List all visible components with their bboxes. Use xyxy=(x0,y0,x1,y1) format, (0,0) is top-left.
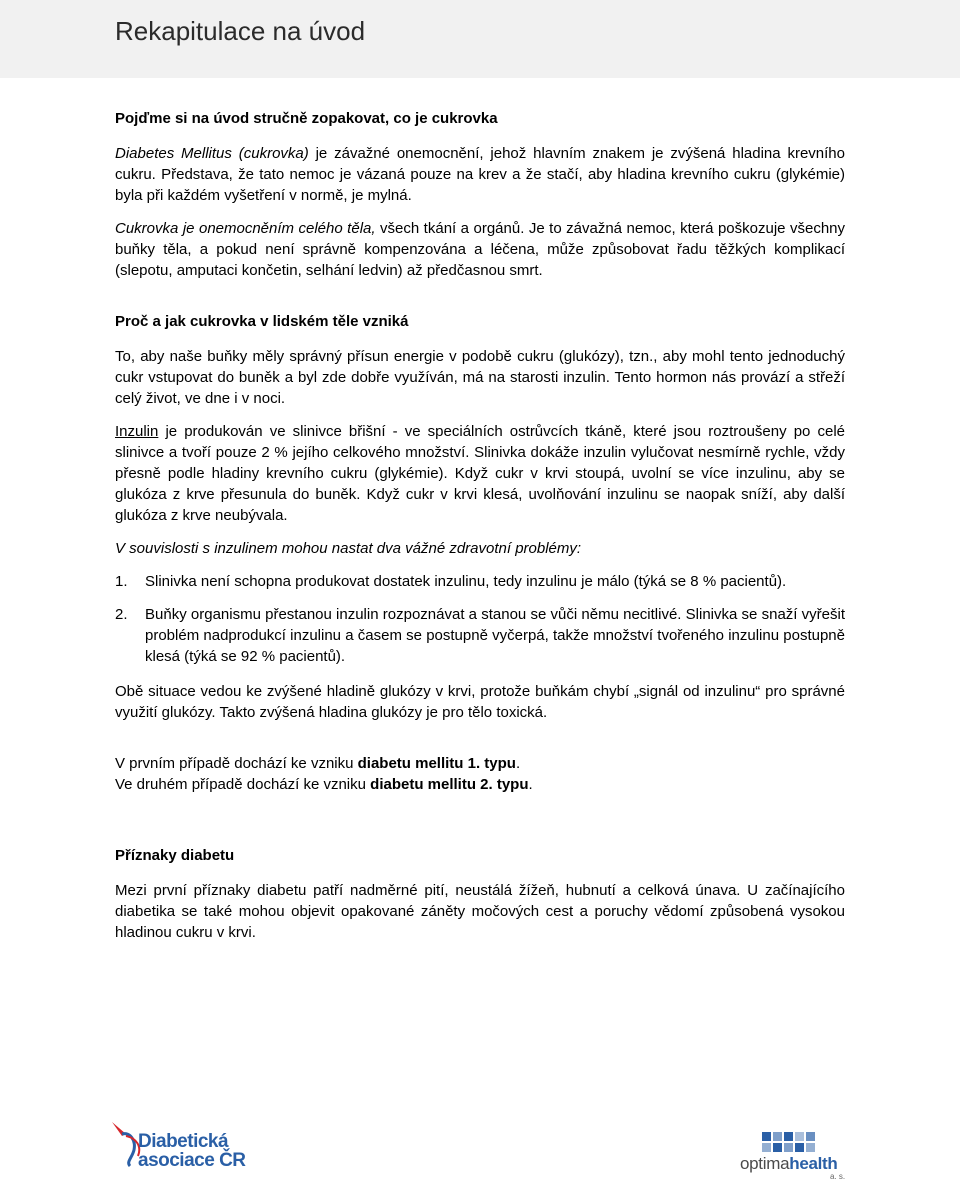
origin-paragraph-1: To, aby naše buňky měly správný přísun energie v podobě cukru (glukózy), tzn., aby mohl tento jednoduchý cukr vstupovat do buněk a byl zde dobře využíván, má na starosti inzulin. Tento hormon nás provází a střeží celý život, ve dne i v noci. xyxy=(115,348,845,407)
type1-line xyxy=(115,753,845,774)
insulin-underlined: Inzulin xyxy=(115,423,159,440)
intro-italic-term: Diabetes Mellitus (cukrovka) xyxy=(115,145,309,162)
type2-prefix: Ve druhém případě dochází ke vzniku xyxy=(115,776,371,793)
page-header xyxy=(0,0,960,78)
intro-text-1: je závažné onemocnění, jehož hlavním znakem je zvýšená hladina krevního cukru. Představa, že tato nemoc je vázaná pouze na krev a že stačí, aby hladina krevního cukru (glykémie) byla při každém vyšetření v normě, je mylná. xyxy=(115,145,845,204)
list-text: Buňky organismu přestanou inzulin rozpoznávat a stanou se vůči němu necitlivé. Slinivka se snaží vyřešit problém nadprodukcí inzulinu a časem se postupně vyčerpá, takže množství tvořeného inzulinu postupně klesá (týká se 92 % pacientů). xyxy=(145,606,845,665)
type2-suffix: . xyxy=(528,776,533,793)
page-title: Rekapitulace na úvod xyxy=(115,16,366,46)
pixel-grid-icon xyxy=(762,1132,832,1154)
section-title-symptoms: Příznaky diabetu xyxy=(115,847,235,864)
logo-left-line1: Diabetická xyxy=(138,1131,229,1152)
logo-right-suffix: a. s. xyxy=(830,1172,846,1181)
logo-right-part1: optima xyxy=(740,1154,790,1173)
list-number: 2. xyxy=(115,606,128,623)
symptoms-paragraph: Mezi první příznaky diabetu patří nadměrné pití, neustálá žížeň, hubnutí a celková únava. U začínajícího diabetika se také mohou objevit opakované záněty močových cest a poruchy vědomí způsobená vysokou hladinou cukru v krvi. xyxy=(115,882,845,941)
intro-paragraph-1 xyxy=(115,143,845,206)
optimahealth-logo xyxy=(740,1132,850,1188)
logo-right-text xyxy=(740,1154,838,1174)
intro-paragraph-2 xyxy=(115,218,845,281)
origin-text-2: je produkován ve slinivce břišní - ve speciálních ostrůvcích tkáně, které jsou roztroušeny po celé slinivce a tvoří pouze 2 % jejího celkového množství. Slinivka dokáže inzulin vylučovat nesmírně rychle, vždy přesně podle hladiny krevního cukru (glykémie). Když cukr v krvi stoupá, uvolní se více inzulinu, aby se glukóza z krve přesunula do buněk. Když cukr v krvi klesá, uvolňování inzulinu se naopak sníží, aby další glukóza z krve neubývala. xyxy=(115,423,845,524)
intro-text-2: všech tkání a orgánů. Je to závažná nemoc, která poškozuje všechny buňky těla, a pokud není správně kompenzována a léčena, může způsobovat řadu těžkých komplikací (slepotu, amputaci končetin, selhání ledvin) až předčasnou smrt. xyxy=(115,220,846,279)
logo-left-text xyxy=(138,1132,246,1170)
type1-prefix: V prvním případě dochází ke vzniku xyxy=(115,755,358,772)
type1-bold: diabetu mellitu 1. typu xyxy=(357,755,516,772)
section-title-intro: Pojďme si na úvod stručně zopakovat, co je cukrovka xyxy=(115,110,498,127)
problems-italic: V souvislosti s inzulinem mohou nastat dva vážné zdravotní problémy: xyxy=(115,540,582,557)
origin-paragraph-4: Obě situace vedou ke zvýšené hladině glukózy v krvi, protože buňkám chybí „signál od inzulinu“ pro správné využití glukózy. Takto zvýšená hladina glukózy je pro tělo toxická. xyxy=(115,683,845,721)
section-title-origin: Proč a jak cukrovka v lidském těle vzniká xyxy=(115,313,409,330)
document-body xyxy=(115,108,845,943)
type2-bold: diabetu mellitu 2. typu xyxy=(370,776,529,793)
type2-line xyxy=(115,774,845,795)
origin-paragraph-2 xyxy=(115,421,845,526)
type1-suffix: . xyxy=(515,755,521,772)
logo-right-part2: health xyxy=(789,1154,838,1173)
list-item xyxy=(115,571,845,592)
list-number: 1. xyxy=(115,573,128,590)
diabeticka-asociace-logo xyxy=(108,1118,268,1188)
logo-left-line2: asociace ČR xyxy=(138,1150,246,1171)
origin-problems-intro xyxy=(115,538,845,559)
list-text: Slinivka není schopna produkovat dostatek inzulinu, tedy inzulinu je málo (týká se 8 % pacientů). xyxy=(145,573,787,590)
intro-italic-statement: Cukrovka je onemocněním celého těla, xyxy=(115,220,376,237)
list-item xyxy=(115,604,845,667)
